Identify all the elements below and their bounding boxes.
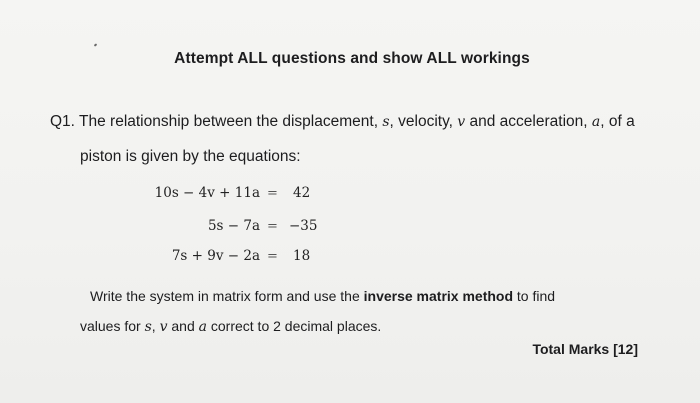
variable-s: s: [382, 114, 390, 130]
question-line-2: piston is given by the equations:: [80, 148, 301, 165]
equation-2-lhs-box: [0, 218, 260, 236]
instruction-text-1b: to find: [516, 288, 556, 304]
equation-3-rhs: 18: [293, 248, 311, 264]
instruction-text-2a: values for: [80, 318, 141, 334]
equation-3-sign: =: [267, 249, 278, 264]
instruction-line-2: [80, 318, 381, 335]
instruction-var-s: s: [144, 319, 152, 335]
equation-1-rhs: 42: [293, 185, 311, 201]
question-text-1b: , velocity,: [389, 113, 453, 130]
instruction-comma: ,: [151, 318, 156, 334]
equation-3-lhs-box: [0, 248, 260, 266]
instruction-text-1a: Write the system in matrix form and use the: [90, 288, 360, 304]
variable-a: a: [591, 114, 601, 130]
instruction-method: inverse matrix method: [363, 288, 514, 304]
question-text-1c: and acceleration,: [469, 113, 588, 130]
page-heading: Attempt ALL questions and show ALL workings: [174, 50, 530, 67]
variable-v: v: [457, 114, 466, 130]
instruction-line-1: [90, 288, 555, 304]
equation-1-sign: =: [267, 186, 278, 201]
equation-3-lhs: 7s + 9v − 2a: [171, 248, 260, 264]
instruction-text-2b: correct to 2 decimal places.: [210, 318, 382, 334]
equation-2-sign: =: [267, 219, 278, 234]
total-marks: Total Marks [12]: [532, 341, 638, 357]
instruction-and: and: [171, 318, 195, 334]
equation-2-lhs: 5s − 7a: [207, 218, 260, 234]
equation-2-rhs: −35: [289, 218, 318, 234]
equation-1-lhs-box: [0, 185, 260, 203]
question-text-1d: , of a: [600, 113, 635, 130]
equation-1-lhs: 10s − 4v + 11a: [154, 185, 260, 201]
instruction-var-v: v: [159, 319, 168, 335]
question-text-1a: The relationship between the displacement,: [79, 113, 379, 130]
question-line-1: [50, 113, 635, 131]
question-number: Q1.: [50, 113, 75, 130]
instruction-var-a: a: [198, 319, 207, 335]
stray-mark: [94, 43, 98, 46]
